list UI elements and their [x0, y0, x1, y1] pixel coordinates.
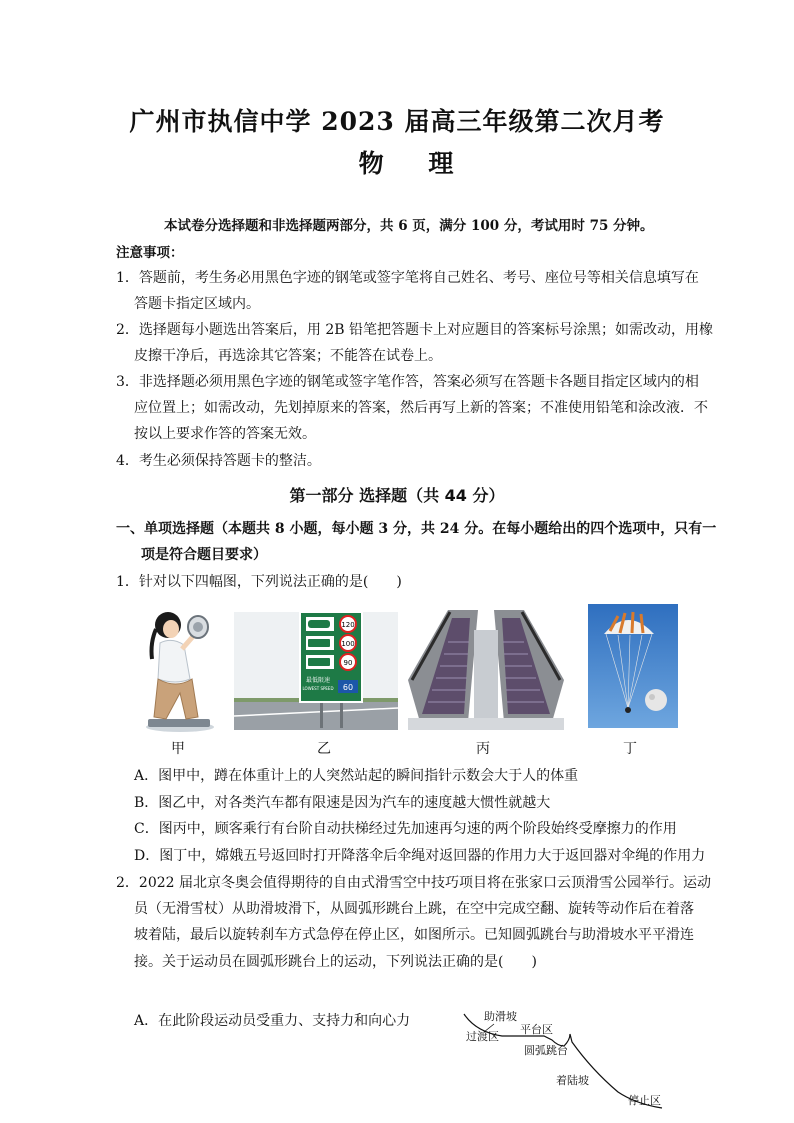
- speed-label: 120: [341, 621, 355, 629]
- min-speed-label-en: LOWEST SPEED: [302, 686, 334, 691]
- label-transition: 过渡区: [466, 1030, 499, 1043]
- label-landing: 着陆坡: [556, 1074, 589, 1087]
- min-speed-label: 最低限速: [305, 677, 331, 684]
- label-platform: 平台区: [520, 1023, 553, 1036]
- notice-line: 按以上要求作答的答案无效。: [134, 426, 316, 442]
- speed-label: 100: [341, 640, 355, 648]
- notice-line: 皮擦干净后，再选涂其它答案；不能答在试卷上。: [134, 348, 442, 364]
- caption-jia: 甲: [171, 741, 185, 757]
- question-2-line: 接。关于运动员在圆弧形跳台上的运动，下列说法正确的是( ): [134, 954, 537, 970]
- question-stem: 1．针对以下四幅图，下列说法正确的是( ): [116, 574, 402, 590]
- notice-line: 4．考生必须保持答题卡的整洁。: [116, 453, 321, 469]
- notice-line: 应位置上；如需改动，先划掉原来的答案，然后再写上新的答案；不准使用铅笔和涂改液．不: [134, 400, 708, 416]
- escalator-illustration: [408, 610, 564, 730]
- caption-ding: 丁: [623, 741, 637, 757]
- caption-yi: 乙: [317, 741, 331, 757]
- notice-heading: 注意事项：: [116, 245, 184, 261]
- label-stop: 停止区: [628, 1094, 661, 1107]
- question-2-line: 2．2022 届北京冬奥会值得期待的自由式滑雪空中技巧项目将在张家口云顶滑雪公园举行。运动: [116, 875, 711, 891]
- section-title-cont: 项是符合题目要求）: [141, 547, 267, 563]
- min-speed-value: 60: [342, 683, 354, 692]
- speed-label: 90: [343, 659, 353, 667]
- option-d: D．图丁中，嫦娥五号返回时打开降落伞后伞绳对返回器的作用力大于返回器对伞绳的作用力: [134, 848, 706, 864]
- ski-jump-profile: [458, 1004, 668, 1116]
- ski-jump-diagram: [458, 1004, 668, 1116]
- subject-title: 物 理: [358, 149, 472, 178]
- label-jump: 圆弧跳台: [524, 1044, 568, 1057]
- option-c: C．图丙中，顾客乘行有台阶自动扶梯经过先加速再匀速的两个阶段始终受摩擦力的作用: [134, 821, 677, 837]
- section-title: 一、单项选择题（本题共 8 小题，每小题 3 分，共 24 分。在每小题给出的四个选项中，只有一: [116, 521, 717, 537]
- notice-line: 2．选择题每小题选出答案后，用 2B 铅笔把答题卡上对应题目的答案标号涂黑；如需改动，用橡: [116, 322, 714, 338]
- figure-bing: [408, 610, 564, 730]
- parachute-illustration: [588, 604, 678, 728]
- part-heading: 第一部分 选择题（共 44 分）: [289, 486, 505, 505]
- q2-option-a: A．在此阶段运动员受重力、支持力和向心力: [134, 1013, 411, 1029]
- crouching-person-illustration: [138, 603, 222, 733]
- option-b: B．图乙中，对各类汽车都有限速是因为汽车的速度越大惯性就越大: [134, 795, 551, 811]
- notice-line: 1．答题前，考生务必用黑色字迹的钢笔或签字笔将自己姓名、考号、座位号等相关信息填写在: [116, 270, 699, 286]
- figure-yi: [234, 612, 398, 730]
- exam-info: 本试卷分选择题和非选择题两部分，共 6 页，满分 100 分，考试用时 75 分钟。: [164, 218, 654, 234]
- caption-bing: 丙: [476, 741, 490, 757]
- option-a: A．图甲中，蹲在体重计上的人突然站起的瞬间指针示数会大于人的体重: [134, 768, 579, 784]
- question-2-line: 员（无滑雪杖）从助滑坡滑下，从圆弧形跳台上跳，在空中完成空翻、旋转等动作后在着落: [134, 901, 694, 917]
- question-2-line: 坡着陆，最后以旋转刹车方式急停在停止区，如图所示。已知圆弧跳台与助滑坡水平平滑连: [134, 927, 694, 943]
- page-title: 广州市执信中学 2023 届高三年级第二次月考: [129, 107, 665, 136]
- figure-ding: [588, 604, 678, 728]
- figure-jia: [138, 603, 222, 733]
- notice-line: 3．非选择题必须用黑色字迹的钢笔或签字笔作答，答案必须写在答题卡各题目指定区域内的相: [116, 374, 699, 390]
- notice-line: 答题卡指定区域内。: [134, 296, 260, 312]
- speed-limit-sign-illustration: [234, 612, 398, 730]
- label-run-in: 助滑坡: [484, 1010, 517, 1023]
